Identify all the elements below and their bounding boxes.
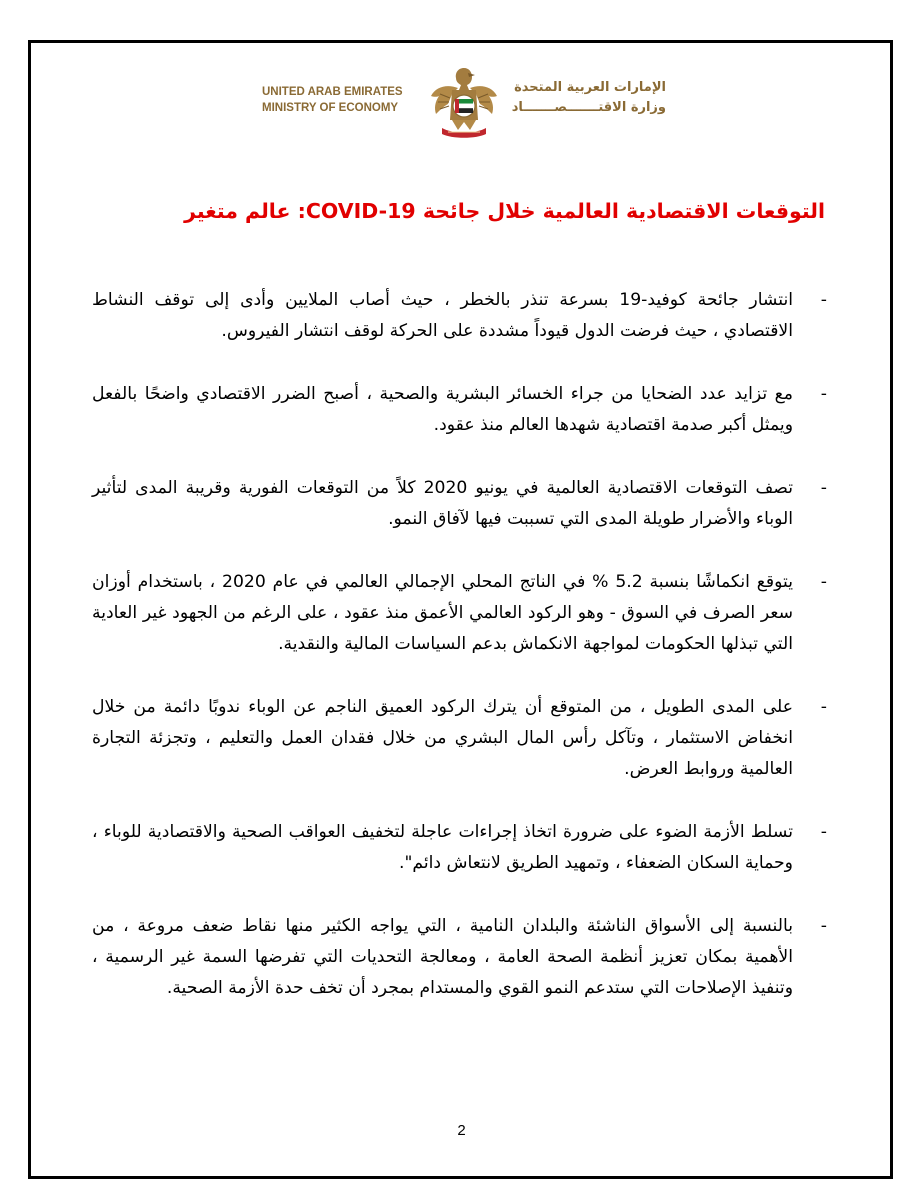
bullet-item [92, 817, 827, 879]
bullet-text: انتشار جائحة كوفيد-19 بسرعة تنذر بالخطر ، حيث أصاب الملايين وأدى إلى توقف النشاط الاقتصادي ، حيث فرضت الدول قيوداً مشددة على الحركة لوقف انتشار الفيروس. [92, 290, 794, 341]
bullet-dash: - [820, 916, 827, 936]
letterhead-en-country: UNITED ARAB EMIRATES [262, 86, 403, 98]
bullet-text: بالنسبة إلى الأسواق الناشئة والبلدان النامية ، التي يواجه الكثير منها نقاط ضعف مروعة ، من الأهمية بمكان تعزيز أنظمة الصحة العامة ، ومعالجة التحديات التي تفرضها السمة غير الرسمية ، وتنفيذ الإصلاحات التي ستدعم النمو القوي والمستدام بمجرد أن تخف حدة الأزمة الصحية. [92, 916, 793, 998]
bullet-dash: - [820, 290, 827, 310]
bullet-list [92, 285, 827, 1036]
bullet-item [92, 692, 827, 785]
bullet-item [92, 911, 827, 1004]
letterhead-ar-ministry: وزارة الاقتـــــــصـــــــاد [511, 100, 666, 115]
bullet-item [92, 473, 827, 535]
uae-emblem-icon [428, 64, 500, 140]
bullet-item [92, 285, 827, 347]
bullet-item [92, 567, 827, 660]
bullet-text: تسلط الأزمة الضوء على ضرورة اتخاذ إجراءات عاجلة لتخفيف العواقب الصحية والاقتصادية للوباء ، وحماية السكان الضعفاء ، وتمهيد الطريق لانتعاش دائم". [92, 822, 793, 873]
bullet-dash: - [820, 697, 827, 717]
bullet-text: يتوقع انكماشًا بنسبة 5.2 % في الناتج المحلي الإجمالي العالمي في عام 2020 ، باستخدام أوزان سعر الصرف في السوق - وهو الركود العالمي الأعمق منذ عقود ، على الرغم من الجهود غير العادية التي تبذلها الحكومات لمواجهة الانكماش بدعم السياسات المالية والنقدية. [92, 572, 794, 654]
bullet-text: مع تزايد عدد الضحايا من جراء الخسائر البشرية والصحية ، أصبح الضرر الاقتصادي واضحًا بالفعل ويمثل أكبر صدمة اقتصادية شهدها العالم منذ عقود. [92, 384, 793, 435]
page-number: 2 [457, 1122, 466, 1139]
letterhead-ar-country: الإمارات العربية المتحدة [514, 80, 666, 95]
bullet-dash: - [820, 478, 827, 498]
letterhead-en-ministry: MINISTRY OF ECONOMY [262, 102, 399, 114]
letterhead [0, 62, 923, 142]
letterhead-arabic [506, 78, 666, 118]
bullet-text: تصف التوقعات الاقتصادية العالمية في يونيو 2020 كلاً من التوقعات الفورية وقريبة المدى لتأثير الوباء والأضرار طويلة المدى التي تسببت فيها لآفاق النمو. [92, 478, 793, 529]
bullet-text: على المدى الطويل ، من المتوقع أن يترك الركود العميق الناجم عن الوباء ندوبًا دائمة من خلال انخفاض الاستثمار ، وتآكل رأس المال البشري من خلال فقدان العمل والتعليم ، وتجزئة التجارة العالمية وروابط العرض. [92, 697, 793, 779]
bullet-dash: - [820, 822, 827, 842]
bullet-dash: - [820, 384, 827, 404]
letterhead-english [262, 84, 427, 116]
document-title: التوقعات الاقتصادية العالمية خلال جائحة COVID-19: عالم متغير [184, 199, 825, 223]
bullet-dash: - [820, 572, 827, 592]
bullet-item [92, 379, 827, 441]
